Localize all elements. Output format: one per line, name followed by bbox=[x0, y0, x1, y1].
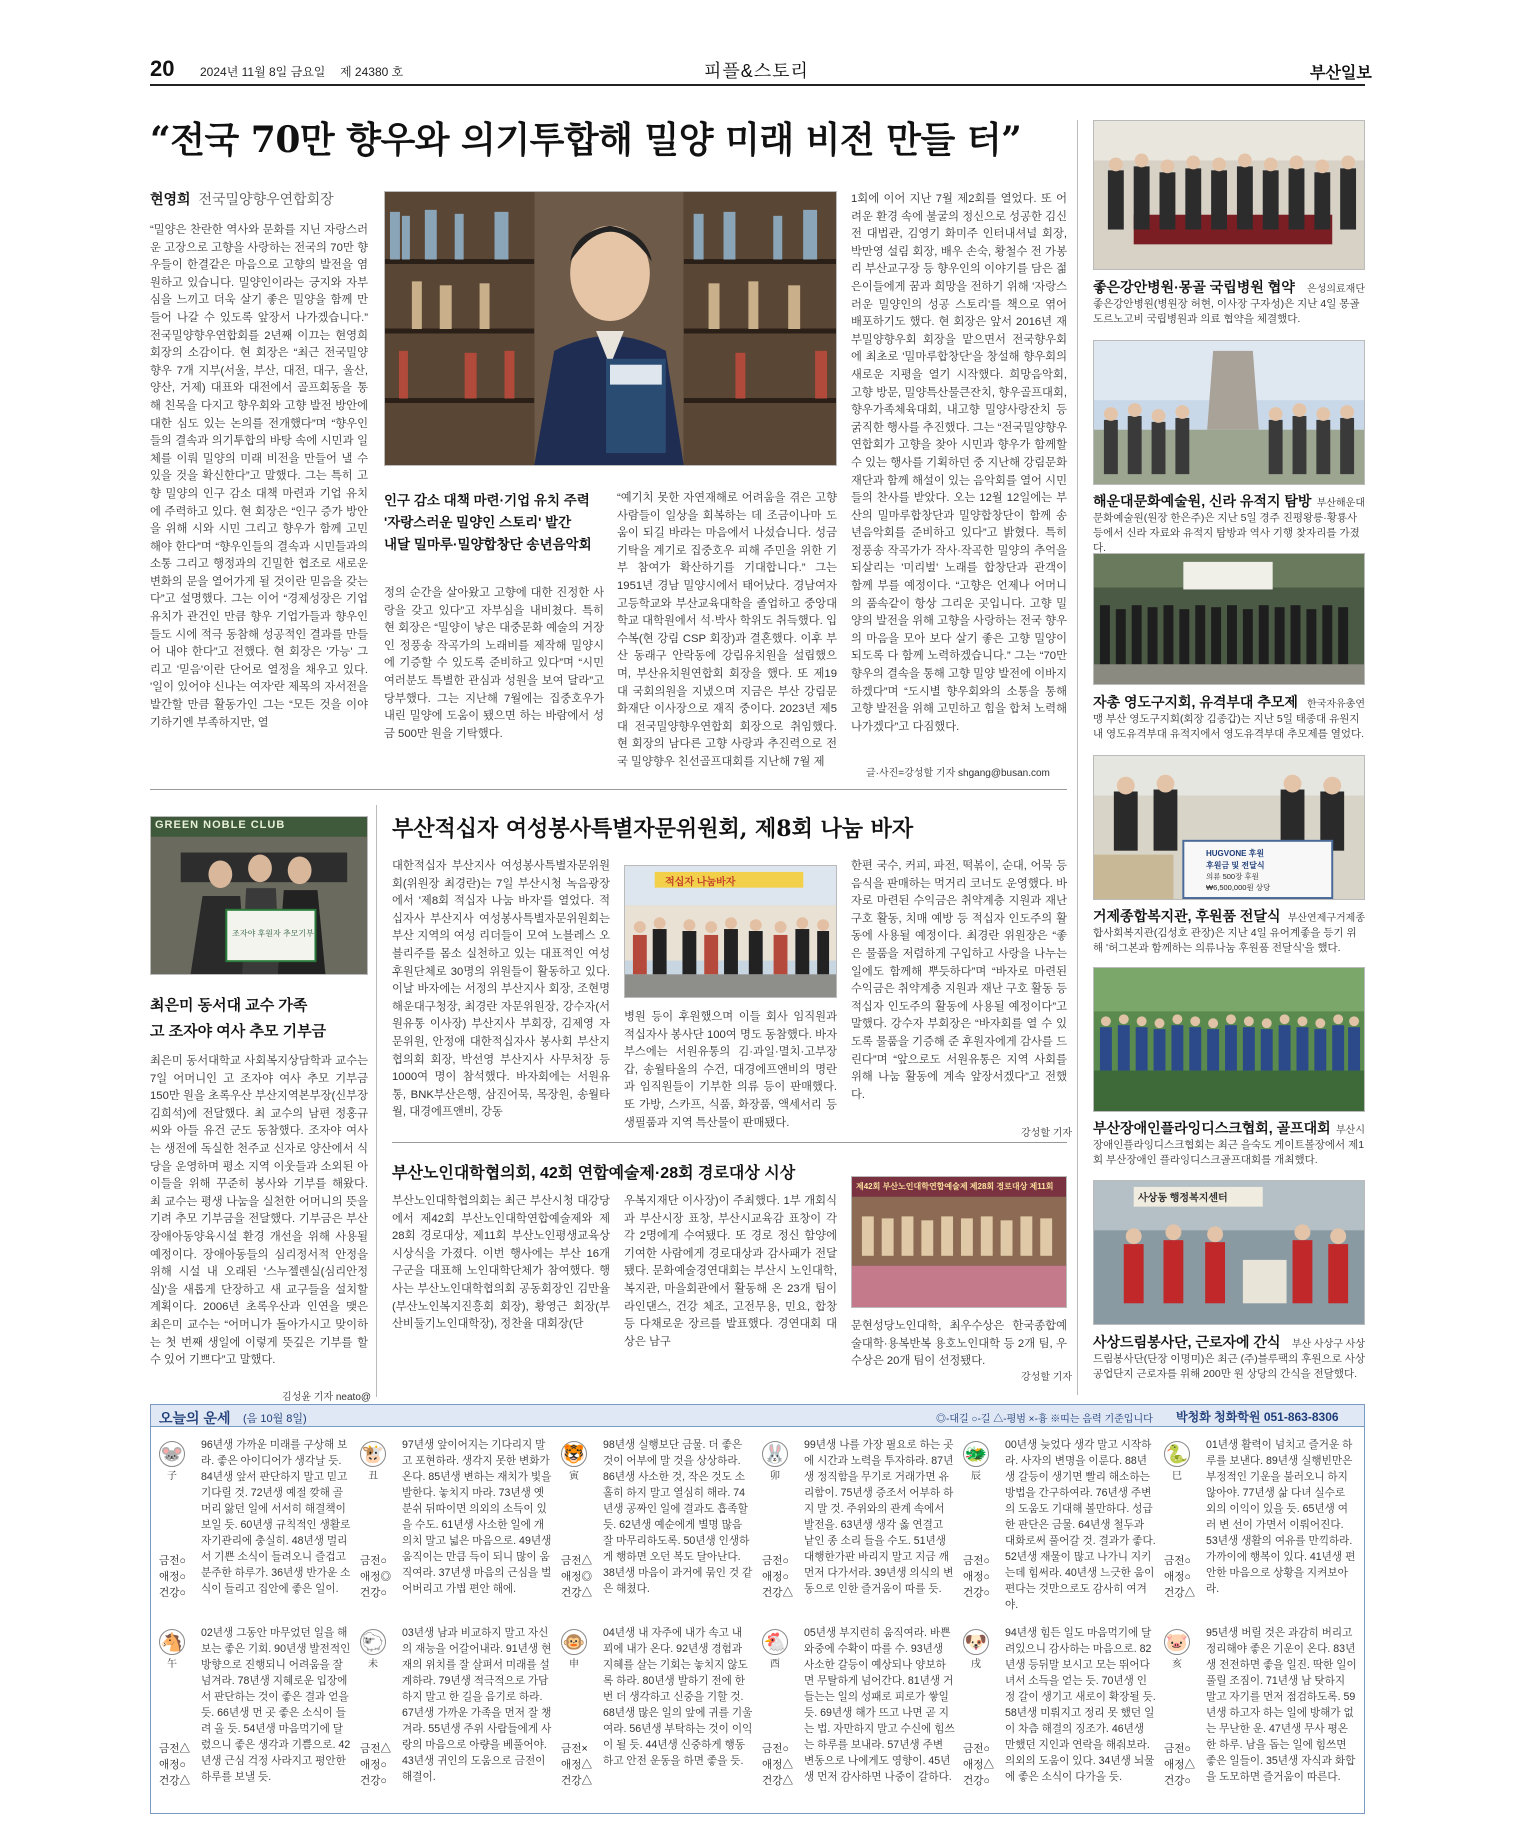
fortune-item bbox=[762, 1625, 962, 1835]
main-headline: “전국 70만 향우와 의기투합해 밀양 미래 비전 만들 터” bbox=[150, 119, 1022, 161]
fortune-text: 95년생 버릴 것은 과감히 버리고 정리해야 좋은 기운이 온다. 83년생 전전하면 좋을 일진. 딱한 일이 풀릴 조짐이. 71년생 남 탓하지 말고 자기를 먼저 점검하도록. 59년생 하고자 하는 일에 방해가 없는 무난한 운. 47년생 무사 평온한 하루. 남을 돕는 일에 힘쓰면 좋은 일들이. 35년생 자식과 화합을 도모하면 즐거움이 따른다. bbox=[1206, 1627, 1357, 1783]
main-credit: 글·사진=강성할 기자 shgang@busan.com bbox=[866, 768, 1050, 779]
fortune-luck-value: △ bbox=[581, 1775, 593, 1787]
article2-title-line2: 고 조자야 여사 추모 기부금 bbox=[150, 1023, 327, 1040]
fortune-luck-label: 건강 bbox=[1164, 1775, 1185, 1787]
fortune-zodiac: 午 bbox=[167, 1659, 177, 1670]
fortune-section bbox=[150, 1404, 1365, 1814]
fortune-item bbox=[963, 1437, 1163, 1647]
fortune-luck-row bbox=[561, 1569, 601, 1584]
fortune-luck-value: △ bbox=[581, 1759, 593, 1771]
sidebar-item-6-title: 사상드림봉사단, 근로자에 간식 bbox=[1093, 1334, 1281, 1350]
fortune-luck-label: 금전 bbox=[360, 1555, 381, 1567]
fortune-luck-label: 금전 bbox=[762, 1555, 783, 1567]
fortune-luck-value: ○ bbox=[1184, 1555, 1191, 1567]
fortune-luck-row bbox=[360, 1553, 400, 1568]
article4-col3: 문현성당노인대학, 최우수상은 한국종합예술대학·용복반복 용호노인대학 등 2개 팀, 우수상은 20개 팀이 선정됐다. bbox=[851, 1320, 1067, 1368]
fortune-luck-row bbox=[159, 1553, 199, 1568]
main-subheads bbox=[384, 490, 604, 556]
sidebar-item-4-desc: 합사회복지관(김성호 관장)은 지난 4일 유어계좋을 등기 위해 '허그본과 함께하는 의류나눔 후원품 전달식'을 했다. bbox=[1093, 927, 1357, 954]
section-name: 피플&스토리 bbox=[704, 61, 809, 81]
article4-col1: 부산노인대학협의회는 최근 부산시청 대강당에서 제42회 부산노인대학연합예술제와 제28회 경로대상, 제11회 부산노인평생교육상 시상식을 가졌다. 이번 행사에는 부산 16개 구군을 대표해 노인대학단체가 참여했다. 행사는 부산노인대학협의회 공동회장인 김만율(부산노인복지진흥회 회장), 황영근 회장(부산비둘기노인대학장), 정찬율 대회장(단 bbox=[392, 1195, 610, 1331]
fortune-luck-row bbox=[360, 1773, 400, 1788]
ox-icon: 🐮 bbox=[360, 1441, 386, 1467]
sidebar-item-4-title: 거제종합복지관, 후원품 전달식 bbox=[1093, 908, 1281, 924]
photo-check-text: 조자야 후원자 추모기부 bbox=[232, 929, 314, 938]
fortune-luck-value: △ bbox=[380, 1743, 392, 1755]
fortune-luck-row bbox=[963, 1553, 1003, 1568]
main-portrait-photo bbox=[384, 191, 837, 466]
sidebar-item-5-desc: 장애인플라잉디스크협회는 최근 을숙도 게이트볼장에서 제1회 부산장애인 플라잉디스크골프대회를 개최했다. bbox=[1093, 1139, 1365, 1166]
fortune-luck-row bbox=[360, 1741, 400, 1756]
fortune-zodiac: 子 bbox=[167, 1471, 177, 1482]
fortune-luck-value: ○ bbox=[983, 1743, 990, 1755]
fortune-luck-value: ○ bbox=[380, 1587, 387, 1599]
fortune-text: 05년생 부지런히 움직여라. 바쁜 와중에 수확이 따를 수. 93년생 사소한 갈등이 예상되나 양보하면 무탈하게 넘어간다. 81년생 거 들는는 일의 성패로 피로가 쌓일 듯. 69년생 해가 뜨고 나면 곧 지는 법. 자만하지 말고 수신에 힘쓰는 하루를 보내라. 57년생 주변 변동으로 나에게도 영향이. 45년생 먼저 감사하면 나중이 갈하다. bbox=[804, 1627, 955, 1783]
subhead-line-2: '자랑스러운 밀양인 스토리' 발간 bbox=[384, 515, 572, 530]
fortune-luck-row bbox=[1164, 1585, 1204, 1600]
sidebar-item-6-source: 부산 사상구 사상 bbox=[1291, 1339, 1365, 1350]
fortune-luck-label: 애정 bbox=[561, 1571, 582, 1583]
fortune-luck-value: ○ bbox=[179, 1571, 186, 1583]
tiger-icon: 🐯 bbox=[561, 1441, 587, 1467]
fortune-text: 04년생 내 자주에 내가 속고 내 꾀에 내가 온다. 92년생 경험과 지혜를 살는 기회는 놓치지 않도록 하라. 80년생 발하기 전에 한 번 더 생각하고 신중을 기할 것. 68년생 많은 일의 앞에 귀를 기울여라. 56년생 부탁하는 것이 이익이 될 듯. 44년생 신중하게 행동하고 안전 운동을 하면 좋을 듯. bbox=[603, 1627, 753, 1767]
photo-banner-text: GREEN NOBLE CLUB bbox=[155, 819, 286, 831]
issue-date: 2024년 11월 8일 금요일 bbox=[200, 65, 326, 79]
fortune-luck-value: △ bbox=[179, 1775, 191, 1787]
fortune-luck-row bbox=[963, 1585, 1003, 1600]
fortune-luck-label: 애정 bbox=[963, 1571, 984, 1583]
main-col2a: 정의 순간을 살아왔고 고향에 대한 진정한 사랑을 갖고 있다”고 자부심을 내비쳤다. 특히 현 회장은 “밀양이 낳은 대중문화 예술의 거장인 정풍송 작곡가의 노래비를 제작해 밀양시에 기증할 수 있도록 준비하고 있다”며 “시민 여러분도 특별한 관심과 성원을 보여 달라”고 당부했다. 그는 지난해 7월에는 집중호우가 내린 밀양에 도움이 됐으면 하는 바람에서 성금 500만 원을 기탁했다. bbox=[384, 587, 604, 740]
article3-col2: 병원 등이 후원했으며 이들 회사 임직원과 적십자사 봉사단 100여 명도 동참했다. 바자 부스에는 서원유통의 김·과일·멸치·고부장갑, 송월타올의 수건, 대경에프앤비의 명란과 임직원들이 기부한 의류 등이 판매했다. 또 가방, 스카프, 식품, 화장품, 액세서리 등 생필품과 지역 특산물이 판매됐다. bbox=[624, 1011, 837, 1129]
fortune-text: 00년생 늦었다 생각 말고 시작하라. 사자의 변명을 이룬다. 88년생 갈등이 생기면 빨리 해소하는 방법을 간구하여라. 76년생 주변의 도움도 기대해 볼만하다. 성급한 판단은 금물. 64년생 철두과 대화로써 풀어갈 것. 결과가 좋다. 52년생 재물이 많고 나가니 지키는데 힘써라. 40년생 느긋한 움이 편다는 것만으로도 감사히 여겨야. bbox=[1005, 1439, 1156, 1611]
article2-title-line1: 최은미 동서대 교수 가족 bbox=[150, 997, 308, 1014]
hugbone-line-3: ₩6,500,000원 상당 bbox=[1206, 883, 1271, 892]
sidebar-item-2-title: 해운대문화예술원, 신라 유적지 탐방 bbox=[1093, 493, 1312, 509]
main-byline bbox=[150, 189, 334, 209]
fortune-item bbox=[360, 1437, 560, 1647]
center-sign-text: 사상동 행정복지센터 bbox=[1138, 1193, 1228, 1204]
fortune-luck-label: 건강 bbox=[762, 1775, 783, 1787]
fortune-zodiac: 未 bbox=[368, 1659, 378, 1670]
fortune-zodiac: 寅 bbox=[569, 1471, 579, 1482]
fortune-zodiac: 丑 bbox=[368, 1471, 378, 1482]
byline-role: 전국밀양향우연합회장 bbox=[198, 191, 334, 207]
main-bottom-rule bbox=[150, 789, 1067, 790]
fortune-luck-row bbox=[159, 1773, 199, 1788]
fortune-luck-label: 건강 bbox=[159, 1587, 180, 1599]
fortune-luck-label: 건강 bbox=[1164, 1587, 1185, 1599]
fortune-text: 01년생 활력이 넘치고 즐거운 하루를 보낸다. 89년생 실행빈만은 부정적인 기운을 불러오니 하지 않아야. 77년생 삶 다녀 실수로 외의 이익이 있을 듯. 65년생 여러 변 선이 가면서 이뤄어진다. 53년생 생활의 여유를 만끽하라. 가까이에 행복이 있다. 41년생 편안한 마음으로 상황을 지켜보아라. bbox=[1206, 1439, 1356, 1595]
fortune-item bbox=[561, 1625, 761, 1835]
fortune-luck-label: 애정 bbox=[159, 1571, 180, 1583]
fortune-luck-value: ○ bbox=[983, 1555, 990, 1567]
fortune-luck-value: △ bbox=[581, 1555, 593, 1567]
hugbone-line-1: 후원금 및 전달식 bbox=[1206, 861, 1265, 870]
sidebar-item-3-title: 자총 영도구지회, 유격부대 추모제 bbox=[1093, 694, 1298, 710]
fortune-luck-row bbox=[762, 1569, 802, 1584]
fortune-luck-value: ○ bbox=[380, 1555, 387, 1567]
fortune-luck-value: ◎ bbox=[380, 1571, 392, 1583]
fortune-zodiac: 酉 bbox=[770, 1659, 780, 1670]
sidebar-photo-2 bbox=[1093, 340, 1365, 485]
article3-credit: 강성할 기자 bbox=[1021, 1128, 1073, 1139]
fortune-luck-row bbox=[360, 1569, 400, 1584]
fortune-luck-row bbox=[762, 1741, 802, 1756]
fortune-luck-row bbox=[762, 1585, 802, 1600]
fortune-luck-label: 애정 bbox=[159, 1759, 180, 1771]
fortune-luck-value: △ bbox=[581, 1587, 593, 1599]
fortune-zodiac: 巳 bbox=[1172, 1471, 1182, 1482]
fortune-luck-label: 금전 bbox=[762, 1743, 783, 1755]
rat-icon: 🐭 bbox=[159, 1441, 185, 1467]
fortune-item bbox=[159, 1625, 359, 1835]
fortune-text: 03년생 남과 비교하지 말고 자신의 재능을 어갈어내라. 91년생 현재의 위치를 잘 살펴서 미래를 설계하라. 79년생 적극적으로 가담하지 말고 한 길을 음기로 하라. 67년생 가까운 가족을 먼저 잘 챙겨라. 55년생 주위 사람들에게 사랑의 마음으로 아량을 베풀어야. 43년생 귀인의 도움으로 금전이 해결이. bbox=[402, 1627, 552, 1783]
fortune-legend: ◎-대길 ○-길 △-평범 ×-흉 ※띠는 음력 기준입니다 bbox=[936, 1414, 1153, 1425]
fortune-luck-row bbox=[1164, 1553, 1204, 1568]
dragon-icon: 🐲 bbox=[963, 1441, 989, 1467]
fortune-luck-label: 건강 bbox=[561, 1775, 582, 1787]
main-col3: 1회에 이어 지난 7월 제2회를 열었다. 또 어려운 환경 속에 불굴의 정신으로 성공한 김신 전 대법관, 김영기 화미주 인터내셔널 회장, 박만영 설림 회장, 배우 손숙, 황철수 전 가봉리 부산교구장 등 향우인의 이야기를 담은 젊은이들에게 꿈과 희망을 전하기 위해 '자랑스러운 밀양인의 성공 스토리'를 책으로 엮어 배포하기도 했다. 현 회장은 앞서 2016년 재부밀양향우회 회장을 맡으면서 전국향우회에 최초로 '밀마루합창단'을 창설해 향우회의 새로운 지평을 열기 시작했다. 희망음악회, 고향 방문, 밀양특산물큰잔치, 향우골프대회, 향우가족체육대회, 내고향 밀양사랑잔치 등 굵직한 행사를 추진했다. 그는 “전국밀양향우연합회가 고향을 찾아 시민과 향우가 함께할 수 있는 행사를 기획하던 중 지난해 강림문화재단과 함께 해설이 있는 음악회를 열어 시민들의 찬사를 받았다. 오는 12월 12일에는 부산의 밀마루합창단과 밀양합창단이 함께 송년음악회를 준비하고 있다”고 밝혔다. 특히 정풍송 작곡가가 작사·작곡한 밀양의 추억을 되살리는 '미리벌' 노래를 합창단과 관객이 함께 부를 예정이다. “고향은 언제나 어머니의 품속같이 항상 그리운 곳입니다. 고향 밀양의 발전을 위해 고향을 사랑하는 전국 향우의 마음을 모아 보다 살기 좋은 고향 밀양이 되도록 다 함께 노력하겠습니다.” 그는 “70만 향우의 결속을 통해 고향 밀양 발전에 이바지하겠다”며 “도시별 향우회와의 소통을 통해 고향 발전을 위해 고민하고 힘을 합쳐 노력해 나가겠다”고 다짐했다. bbox=[851, 193, 1067, 733]
fortune-luck-value: ○ bbox=[782, 1743, 789, 1755]
article4-col2: 우복지재단 이사장)이 주최했다. 1부 개회식과 부산시장 표창, 부산시교육감 표창이 각각 2명에게 수여됐다. 또 경로 정신 함양에 기여한 사람에게 경로대상과 감사패가 전달됐다. 문화예술경연대회는 부산시 노인대학, 복지관, 마을회관에서 활동해 온 23개 팀이 라인댄스, 건강 체조, 고전무용, 민요, 합창 등 다채로운 장르를 발표했다. 경연대회 대상은 남구 bbox=[624, 1195, 837, 1348]
fortune-luck-value: ○ bbox=[782, 1571, 789, 1583]
subhead-line-1: 인구 감소 대책 마련·기업 유치 주력 bbox=[384, 493, 590, 508]
snake-icon: 🐍 bbox=[1164, 1441, 1190, 1467]
bazaar-photo bbox=[624, 865, 837, 998]
fortune-luck-label: 금전 bbox=[1164, 1555, 1185, 1567]
festival-banner-text: 제42회 부산노인대학연합예술제 제28회 경로대상 제11회 bbox=[856, 1182, 1054, 1191]
fortune-luck-row bbox=[561, 1741, 601, 1756]
rabbit-icon: 🐰 bbox=[762, 1441, 788, 1467]
fortune-luck-row bbox=[963, 1757, 1003, 1772]
fortune-luck-row bbox=[762, 1773, 802, 1788]
fortune-luck-row bbox=[963, 1569, 1003, 1584]
fortune-luck-label: 애정 bbox=[762, 1759, 783, 1771]
fortune-luck-label: 애정 bbox=[561, 1759, 582, 1771]
fortune-luck-row bbox=[762, 1553, 802, 1568]
fortune-luck-label: 건강 bbox=[561, 1587, 582, 1599]
fortune-item bbox=[561, 1437, 761, 1647]
sidebar-photo-3 bbox=[1093, 553, 1365, 685]
fortune-luck-value: ○ bbox=[179, 1759, 186, 1771]
fortune-zodiac: 辰 bbox=[971, 1471, 981, 1482]
fortune-item bbox=[762, 1437, 962, 1647]
fortune-luck-value: ○ bbox=[1184, 1571, 1191, 1583]
sidebar-photo-5 bbox=[1093, 967, 1365, 1112]
main-col2b: “예기치 못한 자연재해로 어려움을 겪은 고향 사람들이 일상을 회복하는 데 조금이나마 도움이 되길 바라는 마음에서 나섰습니다. 성금 기탁을 계기로 집중호우 피해 주민을 위한 기부 참여가 확산하기를 기대합니다.” 그는 1951년 경남 밀양시에서 태어났다. 경남여자고등학교와 부산교육대학을 졸업하고 중앙대학교 대학원에서 석·박사 학위도 취득했다. 입수복(현 강림 CSP 회장)과 결혼했다. 이후 부산 동래구 안락동에 강림유치원을 설립했으며, 부산유치원연합회 회장을 했다. 또 제19대 국회의원을 지냈으며 지금은 부산 강림문화재단 이사장으로 재직 중이다. 2023년 제5대 전국밀양향우연합회 회장으로 취임했다. 현 회장의 남다른 고향 사랑과 추진력으로 전국 밀양향우 친선골프대회를 지난해 7월 제 bbox=[617, 492, 837, 768]
fortune-luck-label: 금전 bbox=[963, 1743, 984, 1755]
dog-icon: 🐶 bbox=[963, 1629, 989, 1655]
sidebar-item-2-header bbox=[1093, 491, 1365, 511]
fortune-item bbox=[159, 1437, 359, 1647]
rooster-icon: 🐔 bbox=[762, 1629, 788, 1655]
sidebar-item-5-header bbox=[1093, 1118, 1365, 1138]
sidebar-item-3-header bbox=[1093, 692, 1365, 712]
fortune-luck-label: 금전 bbox=[561, 1743, 582, 1755]
fortune-luck-label: 애정 bbox=[360, 1759, 381, 1771]
article2-body: 최은미 동서대학교 사회복지상담학과 교수는 7일 어머니인 고 조자야 여사 추모 기부금 150만 원을 초록우산 부산지역본부장(신부장 김희석)에 전달했다. 최 교수의 남편 정홍규 씨와 아들 유건 군도 동참했다. 조자야 여사는 생전에 독실한 천주교 신자로 양산에서 식당을 운영하며 평소 지역 이웃들과 소외된 아이들을 위해 꾸준히 봉사와 기부를 해왔다. 최 교수는 평생 나눔을 실천한 어머니의 뜻을 기려 추모 기부금을 전달했다. 기부금은 부산 장애아동양육시설 환경 개선을 위해 사용될 예정이다. 장애아동들의 심리정서적 안정을 위해 시설 내 오래된 '스누젤렌실(심리안정실)'을 새롭게 단장하고 새 교구들을 설치할 계획이다. 2006년 초록우산과 인연을 맺은 최은미 교수는 “어머니가 돌아가시고 맞이하는 첫 번째 생일에 이렇게 뜻깊은 기부를 할 수 있어 기쁘다”고 말했다. bbox=[150, 1055, 368, 1367]
sidebar-item-6-header bbox=[1093, 1332, 1365, 1352]
fortune-luck-value: × bbox=[581, 1743, 588, 1755]
sidebar-item-6-desc: 드림봉사단(단장 이명미)은 최근 (주)블루팩의 후원으로 사상공업단지 근로자를 위해 200만 원 상당의 간식을 전달했다. bbox=[1093, 1353, 1366, 1380]
sidebar-item-1-desc: 좋은강안병원(병원장 허현, 이사장 구자성)은 지난 4일 몽골 도르노고비 국립병원과 의료 협약을 체결했다. bbox=[1093, 298, 1360, 325]
fortune-luck-label: 건강 bbox=[360, 1775, 381, 1787]
fortune-contact: 박청화 청화학원 051-863-8306 bbox=[1176, 1410, 1339, 1424]
fortune-luck-label: 금전 bbox=[561, 1555, 582, 1567]
fortune-luck-value: △ bbox=[1184, 1587, 1196, 1599]
fortune-zodiac: 亥 bbox=[1172, 1659, 1182, 1670]
paper-name: 부산일보 bbox=[1310, 65, 1372, 82]
elderly-festival-photo bbox=[851, 1176, 1067, 1308]
fortune-luck-label: 금전 bbox=[1164, 1743, 1185, 1755]
article3-col3: 한편 국수, 커피, 파전, 떡볶이, 순대, 어묵 등 음식을 판매하는 먹거리 코너도 운영했다. 바자로 마련된 수익금은 취약계층 지원과 재난 구호 활동, 치매 예방 등 적십자 인도주의 활동에 사용될 예정이다. 최경란 위원장은 “좋은 물품을 저렴하게 구입하고 사랑을 나누는 일에도 함께해 뿌듯하다”며 “바자로 마련된 수익금은 취약계층 지원과 재난 구호 활동 등 적십자 인도주의 활동에 사용될 예정이다”고 말했다. 강수자 부회장은 “바자회를 열 수 있도록 물품을 기증해 준 후원자에게 감사를 드린다”며 “앞으로도 서원유통은 지역 사회를 위해 나눔 활동에 계속 앞장서겠다”고 전했다. bbox=[851, 860, 1067, 1101]
fortune-zodiac: 卯 bbox=[770, 1471, 780, 1482]
sidebar-item-1-header bbox=[1093, 277, 1365, 297]
hugbone-line-2: 의류 500장 후원 bbox=[1206, 872, 1259, 881]
fortune-text: 97년생 앞이어지는 기다리지 말고 포현하라. 생각지 못한 변화가 온다. 85년생 변하는 재치가 빛을 발한다. 놓치지 마라. 73년생 옛 분쉬 뒤따이면 의외의 소득이 있을 수도. 61년생 사소한 일에 개의치 말고 넓은 마음으로. 49년생 움직이는 만큼 득이 되니 많이 움직여라. 37년생 마음의 근심을 벌어버리고 가볍 편안 해에. bbox=[402, 1439, 552, 1595]
sidebar-item-3-source: 한국자유총연 bbox=[1307, 699, 1365, 710]
sidebar-item-1-source: 은성의료재단 bbox=[1307, 284, 1365, 295]
pig-icon: 🐷 bbox=[1164, 1629, 1190, 1655]
sidebar-item-2-desc: 문화예술원(원장 한은주)은 지난 5일 경주 진평왕릉·황룡사 등에서 신라 자료와 유적지 탐방과 역사 기행 찾자리를 가졌다. bbox=[1093, 512, 1360, 554]
hugbone-label: HUGVONE 후원 bbox=[1206, 849, 1265, 858]
fortune-luck-row bbox=[963, 1741, 1003, 1756]
article3-bottom-rule bbox=[392, 1142, 1067, 1143]
fortune-luck-row bbox=[159, 1569, 199, 1584]
fortune-luck-value: △ bbox=[1184, 1759, 1196, 1771]
fortune-luck-value: ○ bbox=[179, 1587, 186, 1599]
article2-credit: 김성윤 기자 neato@ bbox=[282, 1392, 372, 1403]
fortune-luck-row bbox=[1164, 1773, 1204, 1788]
fortune-luck-label: 애정 bbox=[1164, 1759, 1185, 1771]
fortune-luck-value: ○ bbox=[380, 1759, 387, 1771]
fortune-luck-row bbox=[963, 1773, 1003, 1788]
fortune-title: 오늘의 운세 bbox=[159, 1410, 231, 1426]
fortune-luck-value: △ bbox=[782, 1775, 794, 1787]
fortune-luck-row bbox=[1164, 1741, 1204, 1756]
fortune-luck-value: ○ bbox=[983, 1775, 990, 1787]
fortune-zodiac: 申 bbox=[569, 1659, 579, 1670]
fortune-item bbox=[360, 1625, 560, 1835]
fortune-luck-label: 애정 bbox=[360, 1571, 381, 1583]
fortune-luck-label: 금전 bbox=[963, 1555, 984, 1567]
sidebar-item-5-title: 부산장애인플라잉디스크협회, 골프대회 bbox=[1093, 1120, 1331, 1136]
fortune-luck-row bbox=[360, 1585, 400, 1600]
fortune-luck-row bbox=[561, 1757, 601, 1772]
fortune-luck-label: 건강 bbox=[963, 1587, 984, 1599]
fortune-luck-label: 건강 bbox=[159, 1775, 180, 1787]
fortune-luck-label: 애정 bbox=[1164, 1571, 1185, 1583]
fortune-luck-value: △ bbox=[782, 1759, 794, 1771]
masthead-rule bbox=[150, 84, 1365, 86]
fortune-luck-row bbox=[561, 1553, 601, 1568]
fortune-text: 98년생 실행보단 금물. 더 좋은 것이 어부에 말 것을 상상하라. 86년생 사소한 것, 작은 것도 소홀히 하지 말고 열심히 해라. 74년생 공짜인 일에 결과도 흡족할 듯. 62년생 예순에게 별명 많음 잘 마무리하도록. 50년생 인생하게 행하면 오던 복도 달아난다. 38년생 마음이 과거에 묶인 것 같은 해쳤다. bbox=[603, 1439, 753, 1595]
sheep-icon: 🐑 bbox=[360, 1629, 386, 1655]
sidebar-divider bbox=[1077, 120, 1078, 1395]
fortune-luck-row bbox=[561, 1585, 601, 1600]
fortune-luck-value: ○ bbox=[782, 1555, 789, 1567]
fortune-text: 99년생 나를 가장 필요로 하는 곳에 시간과 노력을 투자하라. 87년생 정직함을 무기로 거래가면 유리함이. 75년생 증조서 어부하 하지 말 것. 주위와의 관계 속에서 발전을. 63년생 생각 옳 연결고 낱인 종 소리 들을 수도. 51년생 대행한가판 바리지 말고 지금 깨 먼저 다가서라. 39년생 의식의 변동으로 인한 즐거움이 따를 듯. bbox=[804, 1439, 954, 1595]
article4-title: 부산노인대학협의회, 42회 연합예술제·28회 경로대상 시상 bbox=[392, 1165, 796, 1182]
fortune-luck-value: △ bbox=[179, 1743, 191, 1755]
fortune-text: 94년생 힘든 일도 마음먹기에 달려있으니 감사하는 마음으로. 82년생 등뒤말 보시고 모는 뛰어다녀서 소득을 얻는 듯. 70년생 인정 갈이 생기고 새로이 확장될 듯. 58년생 미뤄지고 정리 못 했던 일이 차츰 해결의 징조가. 46년생 만했던 지인과 연락을 해줘보라. 의외의 도움이 있다. 34년생 뇌물에 좋은 소식이 다가올 듯. bbox=[1005, 1627, 1156, 1783]
fortune-luck-row bbox=[360, 1757, 400, 1772]
bazaar-banner-text: 적십자 나눔바자 bbox=[665, 877, 736, 888]
fortune-luck-row bbox=[159, 1757, 199, 1772]
sidebar-item-3-desc: 맹 부산 영도구지회(회장 김종갑)는 지난 5일 태종대 유원지 내 영도유격부대 유적지에서 영도유격부대 추모제를 열었다. bbox=[1093, 713, 1365, 740]
fortune-text: 96년생 가까운 미래를 구상해 보라. 좋은 아이디어가 생각날 듯. 84년생 앞서 판단하지 말고 믿고 기다릴 것. 72년생 예절 깢해 골머리 앓던 일에 서서히 해결책이 보일 듯. 60년생 규칙적인 생활로 자기관리에 충실히. 48년생 멀리서 기쁜 소식이 들려오니 즐겁고 분주한 하루가. 36년생 반가운 소식이 들리고 집안에 좋은 일이. bbox=[201, 1439, 351, 1595]
sidebar-item-2-source: 부산해운대 bbox=[1316, 498, 1365, 509]
sidebar-item-4-header bbox=[1093, 906, 1365, 926]
fortune-luck-label: 건강 bbox=[762, 1587, 783, 1599]
sidebar-photo-6 bbox=[1093, 1180, 1365, 1325]
fortune-luck-value: ○ bbox=[983, 1587, 990, 1599]
subhead-line-3: 내달 밀마루·밀양합창단 송년음악회 bbox=[384, 537, 592, 552]
fortune-luck-row bbox=[762, 1757, 802, 1772]
fortune-luck-row bbox=[1164, 1757, 1204, 1772]
fortune-luck-value: △ bbox=[782, 1587, 794, 1599]
article2-divider bbox=[376, 805, 377, 1397]
main-col1: “밀양은 찬란한 역사와 문화를 지닌 자랑스러운 고장으로 고향을 사랑하는 전국의 70만 향우들이 한결같은 마음으로 고향의 발전을 염원하고 있습니다. 밀양인이라는 긍지와 자부심을 느끼고 더욱 살기 좋은 밀양을 함께 만들어 나갈 수 있도록 앞장서 나가겠습니다.” 전국밀양향우연합회를 2년째 이끄는 현영희 회장의 소감이다. 현 회장은 “최근 전국밀양향우 7개 지부(서울, 부산, 대전, 대구, 울산, 양산, 거제) 대표와 대전에서 골프회동을 통해 친목을 다지고 향우회와 고향 발전 방안에 대한 심도 있는 논의를 전개했다”며 “향우인들의 결속과 의기투합의 바탕 속에 시민과 일체를 이뤄 밀양의 미래 비전을 만들어 낼 수 있을 것을 확신한다”고 말했다. 그는 특히 고향 밀양의 인구 감소 대책 마련과 기업 유치에 주력하고 있다. 현 회장은 “인구 증가 방안을 위해 시와 시민 그리고 향우가 함께 고민해야 한다”며 “향우인들의 결속과 시민들과의 소통 그리고 행정과의 긴밀한 협조로 새로운 변화의 문을 열어가게 될 것이란 믿음을 갖는다”고 설명했다. 그는 이어 “경제성장은 기업 유치가 관건인 만큼 향우 기업가들과 향우인들도 시에 적극 동참해 성공적인 결과를 만들어 내야 한다”고 전했다. 현 회장은 '가능' 그리고 '믿음'이란 단어로 열정을 채우고 있다. '일이 있어야 신나는 여자'란 제목의 자서전을 발간할 만큼 활동가인 그는 “모든 것을 이야기하기엔 부족하지만, 열 bbox=[150, 224, 368, 729]
fortune-luck-row bbox=[1164, 1569, 1204, 1584]
fortune-luck-label: 금전 bbox=[360, 1743, 381, 1755]
fortune-luck-value: ○ bbox=[1184, 1743, 1191, 1755]
fortune-luck-label: 애정 bbox=[963, 1759, 984, 1771]
issue-number: 제 24380 호 bbox=[340, 65, 404, 79]
fortune-luck-value: ○ bbox=[983, 1571, 990, 1583]
donation-photo bbox=[150, 816, 368, 975]
sidebar-item-5-source: 부산시 bbox=[1336, 1125, 1365, 1136]
fortune-luck-row bbox=[561, 1773, 601, 1788]
fortune-item bbox=[1164, 1625, 1364, 1835]
fortune-item bbox=[1164, 1437, 1364, 1647]
sidebar-item-1-title: 좋은강안병원·몽골 국립병원 협약 bbox=[1093, 279, 1295, 295]
fortune-luck-row bbox=[159, 1585, 199, 1600]
fortune-subtitle: (음 10월 8일) bbox=[243, 1413, 307, 1425]
article4-credit: 강성할 기자 bbox=[1021, 1372, 1073, 1383]
article2-title bbox=[150, 993, 326, 1045]
fortune-luck-label: 애정 bbox=[762, 1571, 783, 1583]
fortune-luck-row bbox=[159, 1741, 199, 1756]
fortune-luck-label: 건강 bbox=[360, 1587, 381, 1599]
article3-col1: 대한적십자 부산지사 여성봉사특별자문위원회(위원장 최경란)는 7일 부산시청 녹음광장에서 '제8회 적십자 나눔 바자'를 열었다. 적십자사 부산지사 여성봉사특별자문위원회는 부산 지역의 여성 리더들이 모여 노블레스 오블리주를 몸소 실천하고 있는 대표적인 여성후원단체로 30명의 위원들이 활동하고 있다. 이날 바자에는 서정의 부산지사 회장, 조현명 해운대구청장, 최경란 자문위원장, 강수자(서원유통 이사장) 부산지사 부회장, 김제영 자문위원, 안정애 대한적십자사 봉사회 부산지협의회 회장, 박선영 부산지사 사무처장 등 1000여 명이 참석했다. 바자회에는 서원유통, BNK부산은행, 삼진어묵, 목장원, 송월타월, 대경에프앤비, 강동 bbox=[392, 860, 610, 1119]
fortune-luck-label: 금전 bbox=[159, 1743, 180, 1755]
monkey-icon: 🐵 bbox=[561, 1629, 587, 1655]
fortune-luck-value: ○ bbox=[380, 1775, 387, 1787]
fortune-luck-label: 금전 bbox=[159, 1555, 180, 1567]
fortune-zodiac: 戌 bbox=[971, 1659, 981, 1670]
sidebar-photo-1 bbox=[1093, 120, 1365, 270]
fortune-luck-value: △ bbox=[983, 1759, 995, 1771]
sidebar-photo-4 bbox=[1093, 755, 1365, 900]
fortune-luck-value: ○ bbox=[1184, 1775, 1191, 1787]
page-number: 20 bbox=[150, 56, 175, 81]
fortune-item bbox=[963, 1625, 1163, 1835]
article3-title: 부산적십자 여성봉사특별자문위원회, 제8회 나눔 바자 bbox=[392, 816, 914, 842]
horse-icon: 🐴 bbox=[159, 1629, 185, 1655]
fortune-header-bar bbox=[151, 1405, 1364, 1427]
fortune-luck-value: ◎ bbox=[581, 1571, 593, 1583]
fortune-luck-value: ○ bbox=[179, 1555, 186, 1567]
fortune-text: 02년생 그동안 마무었던 일을 해보는 좋은 기회. 90년생 발전적인 방향으로 진행되니 어려움을 잘 넘겨라. 78년생 지혜로운 입장에서 판단하는 것이 좋은 결과 얻을 듯. 66년생 먼 곳 좋은 소식이 들려 올 듯. 54년생 마음먹기에 달렸으니 좋은 생각과 기쁨으로. 42년생 근심 걱정 사라지고 평안한 하루를 보낼 듯. bbox=[201, 1627, 351, 1783]
byline-name: 현영희 bbox=[150, 191, 191, 207]
fortune-luck-label: 건강 bbox=[963, 1775, 984, 1787]
sidebar-item-4-source: 부산연제구거제종 bbox=[1287, 913, 1365, 924]
